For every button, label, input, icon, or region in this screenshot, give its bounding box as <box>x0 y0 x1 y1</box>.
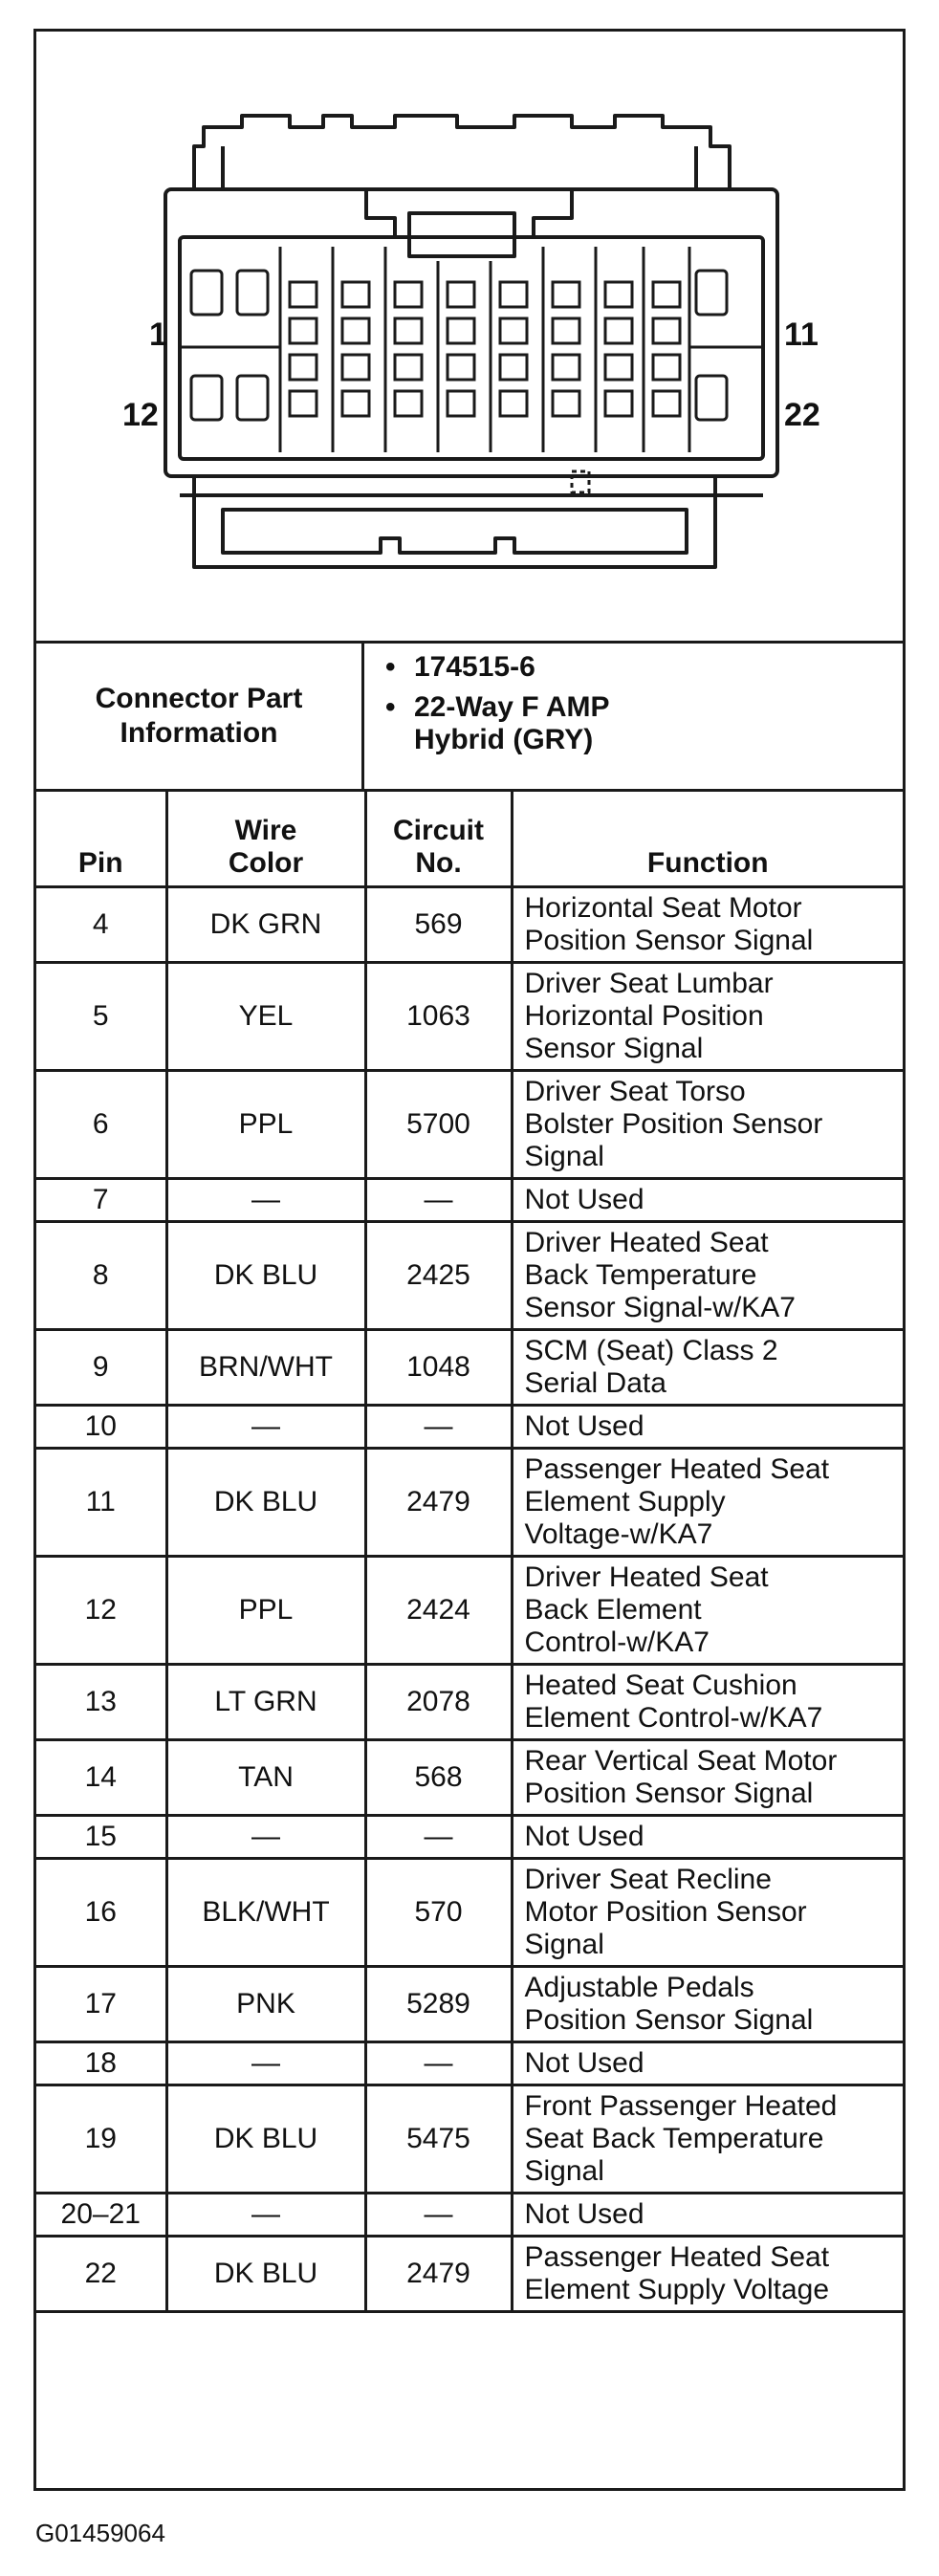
function-line: Sensor Signal-w/KA7 <box>524 1292 796 1323</box>
wire-color-cell: DK BLU <box>166 1222 365 1330</box>
circuit-cell: 2425 <box>365 1222 512 1330</box>
function-line: Adjustable Pedals <box>524 1972 754 2003</box>
function-cell <box>512 1406 903 1449</box>
circuit-cell: 2424 <box>365 1557 512 1665</box>
function-cell <box>512 2237 903 2312</box>
wire-color-cell: PPL <box>166 1071 365 1179</box>
wire-color-cell: YEL <box>166 963 365 1071</box>
pin-cell: 14 <box>36 1740 166 1816</box>
circuit-cell: 1063 <box>365 963 512 1071</box>
function-line: Position Sensor Signal <box>524 925 814 956</box>
table-row <box>36 1071 903 1179</box>
pin-11-label: 11 <box>784 317 819 353</box>
circuit-cell: 5289 <box>365 1967 512 2042</box>
function-line: Horizontal Position <box>524 1000 764 1032</box>
table-row <box>36 1557 903 1665</box>
function-line: Horizontal Seat Motor <box>524 892 802 924</box>
connector-diagram <box>36 32 903 644</box>
pin-cell: 18 <box>36 2042 166 2085</box>
wire-color-cell: PNK <box>166 1967 365 2042</box>
pin-cell: 5 <box>36 963 166 1071</box>
pin-cell: 8 <box>36 1222 166 1330</box>
function-line: Seat Back Temperature <box>524 2123 824 2154</box>
pinout-rows <box>36 887 903 2312</box>
figure-id: G01459064 <box>35 2519 165 2547</box>
table-row <box>36 1406 903 1449</box>
wire-color-cell: TAN <box>166 1740 365 1816</box>
function-line: Element Supply Voltage <box>524 2274 830 2305</box>
pin-cell: 13 <box>36 1665 166 1740</box>
function-line: Rear Vertical Seat Motor <box>524 1745 838 1777</box>
wire-color-cell: — <box>166 2042 365 2085</box>
col-header-function: Function <box>512 792 903 887</box>
wire-color-cell: — <box>166 1406 365 1449</box>
table-row <box>36 2042 903 2085</box>
wire-color-cell: DK BLU <box>166 2085 365 2194</box>
col-header-circuit-no: Circuit No. <box>365 792 512 887</box>
wire-color-cell: DK GRN <box>166 887 365 963</box>
pin-cell: 15 <box>36 1816 166 1859</box>
function-line: Serial Data <box>524 1367 666 1399</box>
table-row <box>36 1330 903 1406</box>
part-info-values <box>364 651 900 764</box>
table-row <box>36 963 903 1071</box>
function-line: Heated Seat Cushion <box>524 1670 797 1701</box>
function-line: Voltage-w/KA7 <box>524 1518 713 1550</box>
function-cell <box>512 2194 903 2237</box>
pin-cell: 6 <box>36 1071 166 1179</box>
circuit-cell: 5700 <box>365 1071 512 1179</box>
function-line: Not Used <box>524 2198 644 2230</box>
connector-description: • 22-Way F AMP Hybrid (GRY) <box>364 691 900 756</box>
col-header-pin: Pin <box>36 792 166 887</box>
pin-cell: 12 <box>36 1557 166 1665</box>
function-line: Back Temperature <box>524 1259 757 1291</box>
wire-color-cell: — <box>166 2194 365 2237</box>
circuit-cell: 2479 <box>365 2237 512 2312</box>
table-row <box>36 1740 903 1816</box>
function-cell <box>512 1665 903 1740</box>
part-number: • 174515-6 <box>364 651 900 684</box>
function-line: Driver Seat Recline <box>524 1864 772 1895</box>
circuit-cell: 2078 <box>365 1665 512 1740</box>
pin-cell: 11 <box>36 1449 166 1557</box>
wire-color-cell: DK BLU <box>166 2237 365 2312</box>
table-row <box>36 887 903 963</box>
pin-1-label: 1 <box>149 317 167 353</box>
function-line: Front Passenger Heated <box>524 2090 838 2122</box>
function-cell <box>512 1557 903 1665</box>
table-row <box>36 1179 903 1222</box>
function-line: Position Sensor Signal <box>524 2004 814 2036</box>
circuit-cell: — <box>365 1179 512 1222</box>
function-line: Driver Seat Torso <box>524 1076 746 1107</box>
function-line: Bolster Position Sensor <box>524 1108 823 1140</box>
circuit-cell: 1048 <box>365 1330 512 1406</box>
wire-color-cell: DK BLU <box>166 1449 365 1557</box>
function-cell <box>512 2042 903 2085</box>
col-header-wire-color: Wire Color <box>166 792 365 887</box>
pin-cell: 4 <box>36 887 166 963</box>
pin-cell: 10 <box>36 1406 166 1449</box>
table-row <box>36 1449 903 1557</box>
function-cell <box>512 963 903 1071</box>
function-line: Not Used <box>524 1410 644 1442</box>
wire-color-cell: BLK/WHT <box>166 1859 365 1967</box>
table-row <box>36 1967 903 2042</box>
circuit-cell: 2479 <box>365 1449 512 1557</box>
pin-12-label: 12 <box>122 397 159 433</box>
circuit-cell: — <box>365 2042 512 2085</box>
table-row <box>36 1859 903 1967</box>
function-line: SCM (Seat) Class 2 <box>524 1335 778 1366</box>
pin-cell: 16 <box>36 1859 166 1967</box>
function-line: Driver Seat Lumbar <box>524 968 774 999</box>
table-row <box>36 2085 903 2194</box>
function-line: Control-w/KA7 <box>524 1626 710 1658</box>
function-line: Driver Heated Seat <box>524 1227 769 1258</box>
function-cell <box>512 1179 903 1222</box>
circuit-cell: — <box>365 1406 512 1449</box>
circuit-cell: 568 <box>365 1740 512 1816</box>
pinout-table <box>36 792 903 2313</box>
function-line: Not Used <box>524 1821 644 1852</box>
function-line: Motor Position Sensor <box>524 1896 807 1928</box>
wire-color-cell: LT GRN <box>166 1665 365 1740</box>
wire-color-cell: PPL <box>166 1557 365 1665</box>
function-line: Element Control-w/KA7 <box>524 1702 823 1734</box>
function-line: Not Used <box>524 2047 644 2079</box>
connector-sheet <box>33 29 906 2491</box>
function-line: Position Sensor Signal <box>524 1778 814 1809</box>
circuit-cell: — <box>365 2194 512 2237</box>
function-line: Signal <box>524 1141 604 1172</box>
pin-cell: 7 <box>36 1179 166 1222</box>
function-line: Signal <box>524 1929 604 1960</box>
circuit-cell: 570 <box>365 1859 512 1967</box>
function-cell <box>512 1967 903 2042</box>
pin-cell: 17 <box>36 1967 166 2042</box>
circuit-cell: 5475 <box>365 2085 512 2194</box>
function-cell <box>512 1816 903 1859</box>
table-row <box>36 1816 903 1859</box>
circuit-cell: — <box>365 1816 512 1859</box>
function-cell <box>512 1740 903 1816</box>
part-info-label: Connector Part Information <box>36 644 364 789</box>
pin-cell: 9 <box>36 1330 166 1406</box>
function-line: Passenger Heated Seat <box>524 1453 830 1485</box>
function-cell <box>512 1222 903 1330</box>
pin-cell: 19 <box>36 2085 166 2194</box>
circuit-cell: 569 <box>365 887 512 963</box>
wire-color-cell: — <box>166 1816 365 1859</box>
function-line: Passenger Heated Seat <box>524 2241 830 2273</box>
wire-color-cell: BRN/WHT <box>166 1330 365 1406</box>
table-row <box>36 1222 903 1330</box>
function-cell <box>512 1449 903 1557</box>
function-line: Back Element <box>524 1594 702 1626</box>
function-line: Sensor Signal <box>524 1033 704 1064</box>
function-cell <box>512 1071 903 1179</box>
function-cell <box>512 2085 903 2194</box>
connector-part-info <box>36 644 903 792</box>
function-cell <box>512 1859 903 1967</box>
wire-color-cell: — <box>166 1179 365 1222</box>
table-row <box>36 2194 903 2237</box>
table-row <box>36 1665 903 1740</box>
pin-22-label: 22 <box>784 397 820 433</box>
function-line: Driver Heated Seat <box>524 1561 769 1593</box>
function-cell <box>512 1330 903 1406</box>
function-cell <box>512 887 903 963</box>
pin-cell: 20–21 <box>36 2194 166 2237</box>
table-header-row <box>36 792 903 887</box>
function-line: Element Supply <box>524 1486 726 1517</box>
pin-cell: 22 <box>36 2237 166 2312</box>
function-line: Signal <box>524 2155 604 2187</box>
table-row <box>36 2237 903 2312</box>
function-line: Not Used <box>524 1184 644 1215</box>
